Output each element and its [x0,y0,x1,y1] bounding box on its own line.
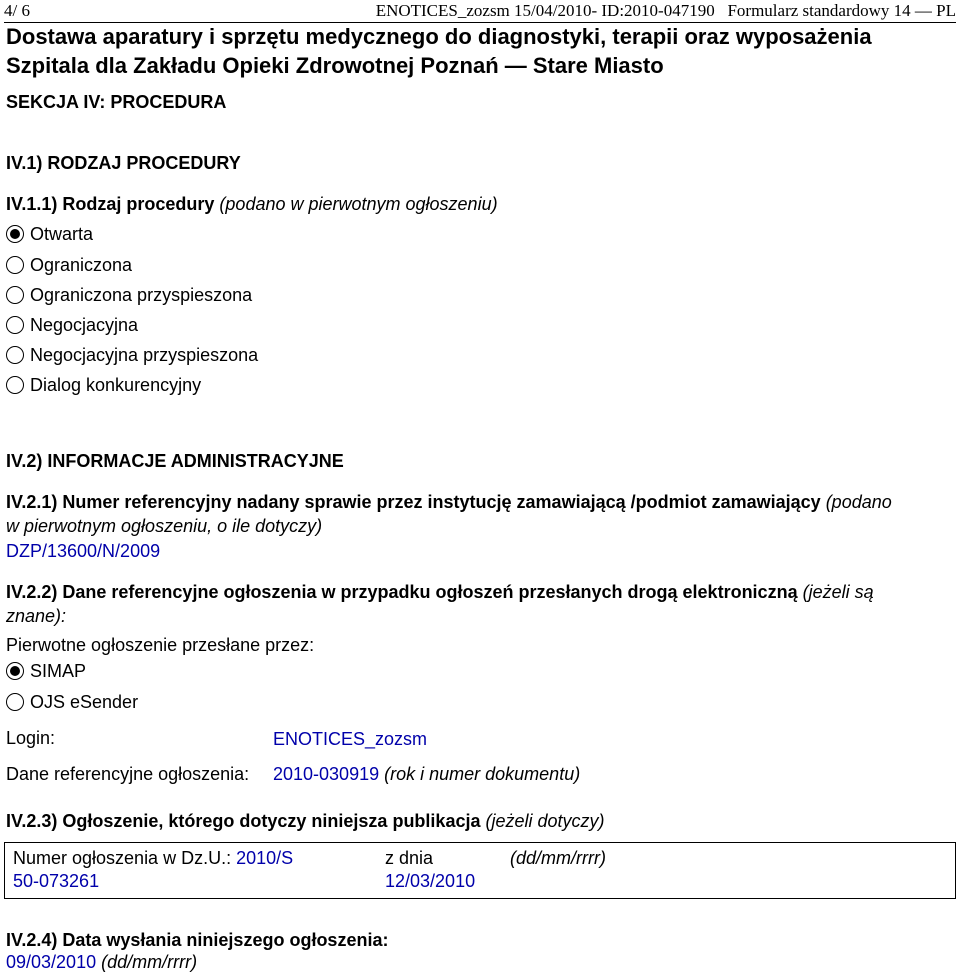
previous-notice-label: Numer ogłoszenia w Dz.U.: [13,848,232,868]
previous-notice-value-b: 50-073261 [13,871,100,891]
iv21-heading [6,491,892,513]
document-title [6,22,956,80]
radio-unchecked-icon[interactable] [6,376,24,394]
iv24-value-row [6,951,197,973]
login-value: ENOTICES_zozsm [273,729,428,749]
iv22-heading [6,581,874,603]
reference-number: DZP/13600/N/2009 [6,541,161,561]
iv22-note-a: (jeżeli są [802,582,874,602]
iv2-heading: IV.2) INFORMACJE ADMINISTRACYJNE [6,451,344,471]
ref-value: 2010-030919 [273,764,380,784]
previous-notice-date-label: z dnia [385,848,434,868]
ref-value-row [273,763,580,785]
previous-notice-date-format: (dd/mm/rrrr) [510,848,606,868]
title-line-1: Dostawa aparatury i sprzętu medycznego do diagnostyki, terapii oraz wyposażenia [6,24,872,49]
procedure-option-otwarta[interactable] [6,223,93,245]
iv22-note-b: znane): [6,606,67,626]
ref-label: Dane referencyjne ogłoszenia: [6,764,250,784]
sent-option-label: OJS eSender [30,692,139,712]
ref-hint: (rok i numer dokumentu) [384,764,581,784]
previous-notice-value-a: 2010/S [236,848,294,868]
title-line-2: Szpitala dla Zakładu Opieki Zdrowotnej Poznań — Stare Miasto [6,53,664,78]
page-number: 4/ 6 [4,1,30,20]
iv24-heading: IV.2.4) Data wysłania niniejszego ogłoszenia: [6,930,389,950]
iv22-label: IV.2.2) Dane referencyjne ogłoszenia w przypadku ogłoszeń przesłanych drogą elektroniczną [6,582,798,602]
radio-unchecked-icon[interactable] [6,256,24,274]
procedure-option-dialog[interactable] [6,374,201,396]
radio-checked-icon[interactable] [6,225,24,243]
procedure-option-label: Negocjacyjna przyspieszona [30,345,259,365]
procedure-option-ograniczona-przyspieszona[interactable] [6,284,252,306]
procedure-option-negocjacyjna-przyspieszona[interactable] [6,344,258,366]
procedure-option-label: Ograniczona [30,255,133,275]
iv23-heading [6,810,605,832]
iv21-note-a: (podano [825,492,892,512]
radio-checked-icon[interactable] [6,662,24,680]
dispatch-date-format: (dd/mm/rrrr) [101,952,198,972]
sent-option-simap[interactable] [6,660,86,682]
iv21-label: IV.2.1) Numer referencyjny nadany sprawie przez instytucję zamawiającą /podmiot zamawiający [6,492,821,512]
procedure-option-label: Ograniczona przyspieszona [30,285,253,305]
radio-unchecked-icon[interactable] [6,316,24,334]
form-name: Formularz standardowy 14 — PL [727,1,956,20]
sent-option-label: SIMAP [30,661,87,681]
iv23-note: (jeżeli dotyczy) [485,811,605,831]
radio-unchecked-icon[interactable] [6,346,24,364]
notice-id [376,0,956,22]
sent-option-ojs[interactable] [6,691,138,713]
iv1-heading: IV.1) RODZAJ PROCEDURY [6,153,241,173]
iv23-label: IV.2.3) Ogłoszenie, którego dotyczy niniejsza publikacja [6,811,481,831]
iv11-heading [6,193,498,215]
iv11-label: IV.1.1) Rodzaj procedury [6,194,215,214]
section-heading: SEKCJA IV: PROCEDURA [6,92,227,112]
previous-notice-box [4,842,956,899]
iv21-note-b: w pierwotnym ogłoszeniu, o ile dotyczy) [6,516,323,536]
procedure-option-ograniczona[interactable] [6,254,132,276]
procedure-option-negocjacyjna[interactable] [6,314,138,336]
previous-notice-number-row [13,847,293,869]
procedure-option-label: Dialog konkurencyjny [30,375,202,395]
login-label: Login: [6,728,56,748]
sent-by-label: Pierwotne ogłoszenie przesłane przez: [6,635,315,655]
notice-number: ENOTICES_zozsm 15/04/2010- ID:2010-047190 [375,1,715,20]
iv11-note: (podano w pierwotnym ogłoszeniu) [219,194,498,214]
radio-unchecked-icon[interactable] [6,286,24,304]
procedure-option-label: Otwarta [30,224,94,244]
dispatch-date: 09/03/2010 [6,952,97,972]
page-header [4,0,956,23]
procedure-option-label: Negocjacyjna [30,315,139,335]
previous-notice-date-value: 12/03/2010 [385,871,476,891]
radio-unchecked-icon[interactable] [6,693,24,711]
